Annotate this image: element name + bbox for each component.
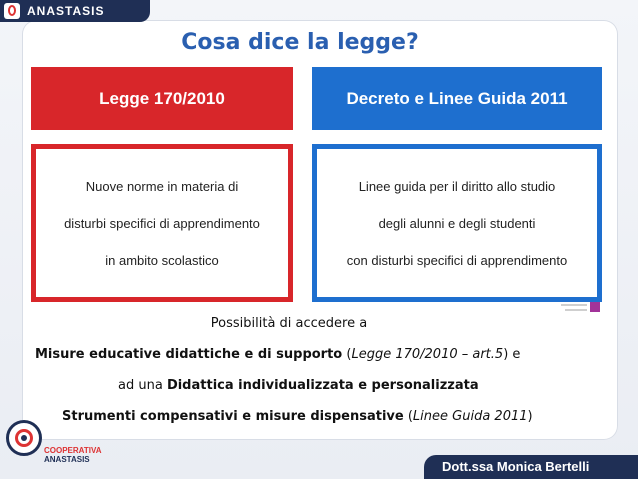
body-line-4-paren: ( xyxy=(403,409,413,424)
body-line-2 xyxy=(35,347,615,362)
left-line: in ambito scolastico xyxy=(105,252,219,268)
right-line: Linee guida per il diritto allo studio xyxy=(358,178,556,194)
body-line-3-pre: ad una xyxy=(118,378,167,393)
body-line-2-italic: Legge 170/2010 – art.5 xyxy=(351,347,504,362)
author-bar xyxy=(424,455,638,479)
right-line: degli alunni e degli studenti xyxy=(378,215,536,231)
right-header: Decreto e Linee Guida 2011 xyxy=(312,67,602,130)
publisher-logo-icon xyxy=(560,302,600,316)
body-line-2-end: ) e xyxy=(503,347,521,362)
footer-brand-line-2: ANASTASIS xyxy=(44,455,90,464)
author-name: Dott.ssa Monica Bertelli xyxy=(442,459,590,474)
body-line-4-bold: Strumenti compensativi e misure dispensative xyxy=(62,409,404,424)
left-header: Legge 170/2010 xyxy=(31,67,293,130)
body-line-2-paren: ( xyxy=(342,347,352,362)
footer-brand xyxy=(44,446,101,464)
target-logo-icon xyxy=(6,420,42,456)
left-line: Nuove norme in materia di xyxy=(85,178,239,194)
logo-strip xyxy=(0,0,150,22)
body-line-3 xyxy=(118,378,618,393)
logo-text: ANASTASIS xyxy=(27,4,105,18)
body-line-2-bold: Misure educative didattiche e di supporto xyxy=(35,347,343,362)
body-line-4-end: ) xyxy=(527,409,533,424)
right-content-box xyxy=(312,144,602,302)
footer-brand-line-1: COOPERATIVA xyxy=(44,446,102,455)
body-line-4 xyxy=(62,409,622,424)
left-line: disturbi specifici di apprendimento xyxy=(64,215,260,231)
body-line-3-bold: Didattica individualizzata e personalizzata xyxy=(166,378,479,393)
body-line-1: Possibilità di accedere a xyxy=(210,316,368,331)
right-line: con disturbi specifici di apprendimento xyxy=(346,252,568,268)
left-content-box xyxy=(31,144,293,302)
page-title: Cosa dice la legge? xyxy=(181,30,419,55)
body-line-4-italic: Linee Guida 2011 xyxy=(412,409,528,424)
anastasis-logo-icon xyxy=(4,3,20,19)
